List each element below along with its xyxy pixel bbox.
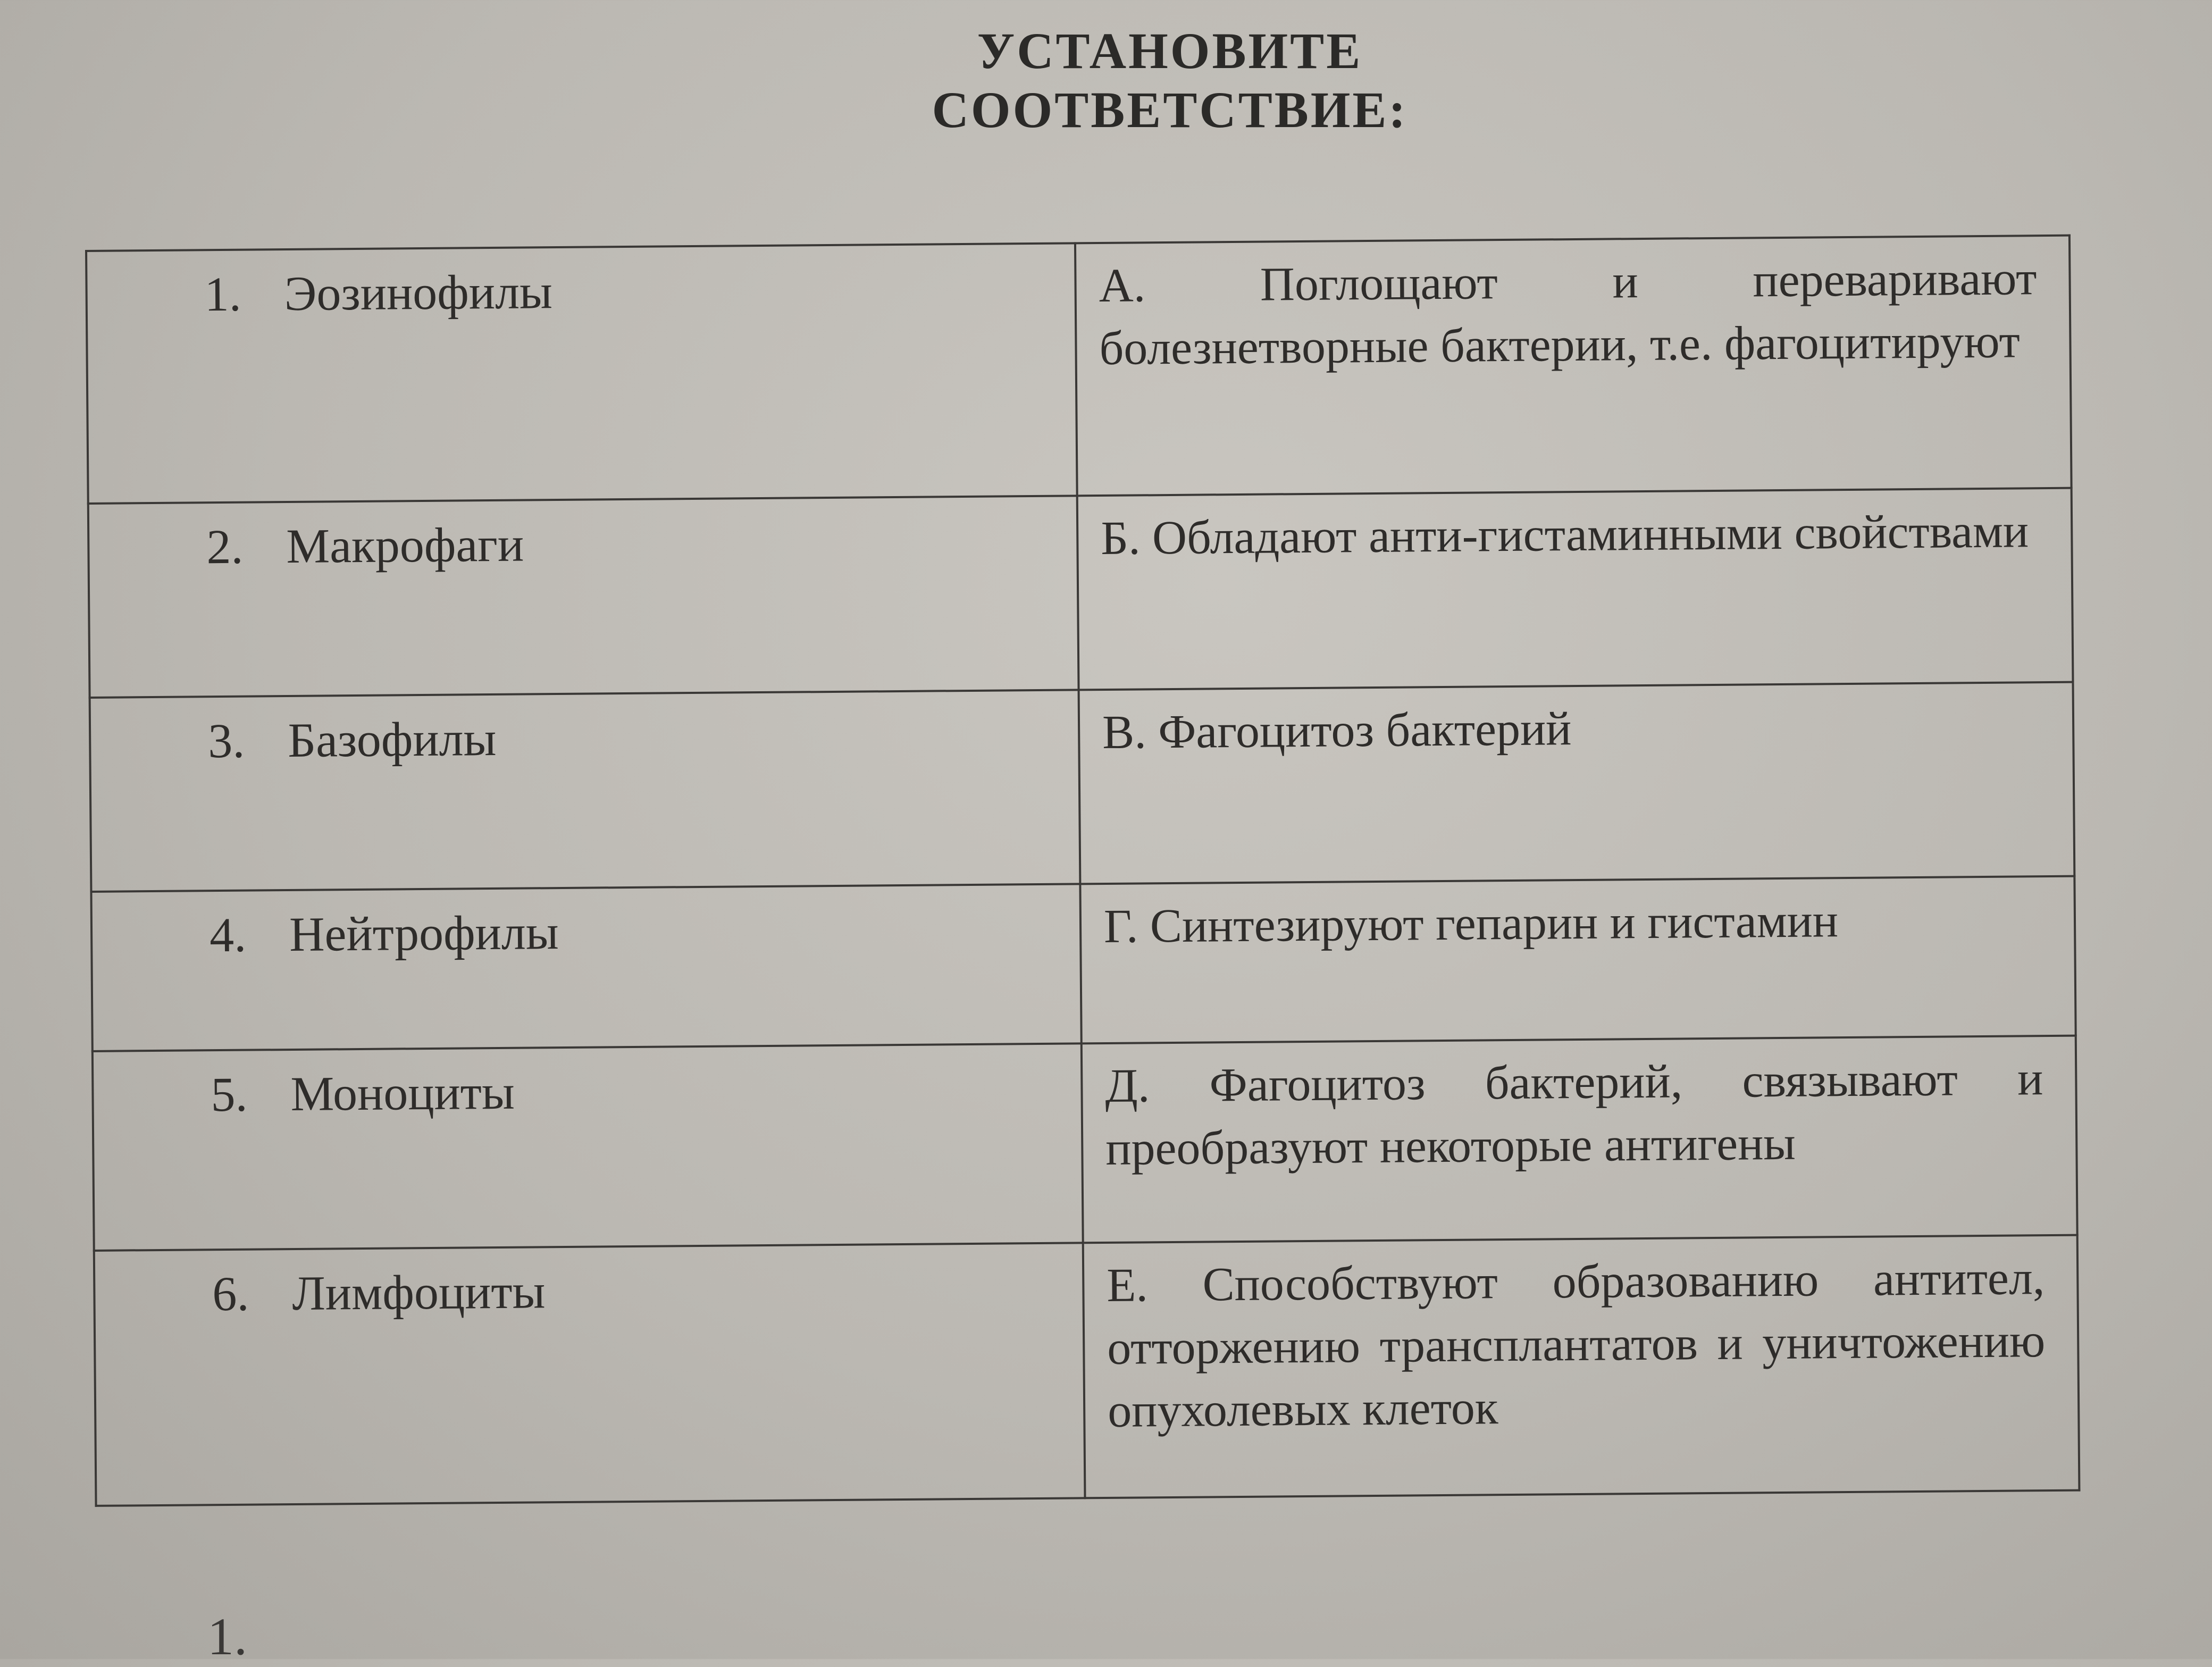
answer-number: 1. [207, 1607, 247, 1666]
cell-type-5 [93, 1043, 1083, 1251]
cell-function-g: Г. Синтезируют гепарин и гистамин [1080, 876, 2075, 1044]
cell-type-name: Эозинофилы [284, 264, 553, 321]
cell-type-4 [91, 884, 1081, 1051]
table-row [88, 488, 2073, 698]
cell-function-d: Д. Фагоцитоз бактерий, связывают и преобразуют некоторые антигены [1082, 1036, 2077, 1243]
table-row [91, 876, 2075, 1051]
cell-type-name: Базофилы [287, 711, 497, 768]
cell-type-1 [86, 243, 1077, 504]
item-number: 2. [206, 519, 244, 574]
table-row [90, 682, 2075, 892]
matching-table [85, 234, 2080, 1507]
cell-type-name: Моноциты [290, 1065, 515, 1121]
cell-function-v: В. Фагоцитоз бактерий [1079, 682, 2075, 884]
item-number: 1. [204, 266, 242, 322]
page-title: УСТАНОВИТЕ СООТВЕТСТВИЕ: [932, 22, 1408, 138]
cell-function-e: Е. Способствуют образованию антител, отторжению трансплантатов и уничтожению опухолевых клеток [1083, 1235, 2080, 1498]
cell-type-name: Нейтрофилы [289, 905, 559, 962]
table-row [93, 1036, 2077, 1251]
cell-type-3 [90, 690, 1080, 892]
table-row [86, 236, 2072, 504]
table-row [94, 1235, 2080, 1506]
cell-type-6 [94, 1243, 1085, 1506]
cell-function-b: Б. Обладают анти-гистаминными свойствами [1077, 488, 2073, 690]
item-number: 3. [207, 713, 245, 768]
cell-type-name: Лимфоциты [292, 1264, 546, 1321]
cell-type-name: Макрофаги [286, 517, 524, 574]
item-number: 6. [212, 1266, 249, 1321]
cell-type-2 [88, 496, 1079, 698]
item-number: 5. [211, 1067, 248, 1122]
item-number: 4. [209, 907, 247, 962]
cell-function-a: А. Поглощают и переваривают болезнетворные бактерии, т.е. фагоцитируют [1075, 236, 2072, 496]
